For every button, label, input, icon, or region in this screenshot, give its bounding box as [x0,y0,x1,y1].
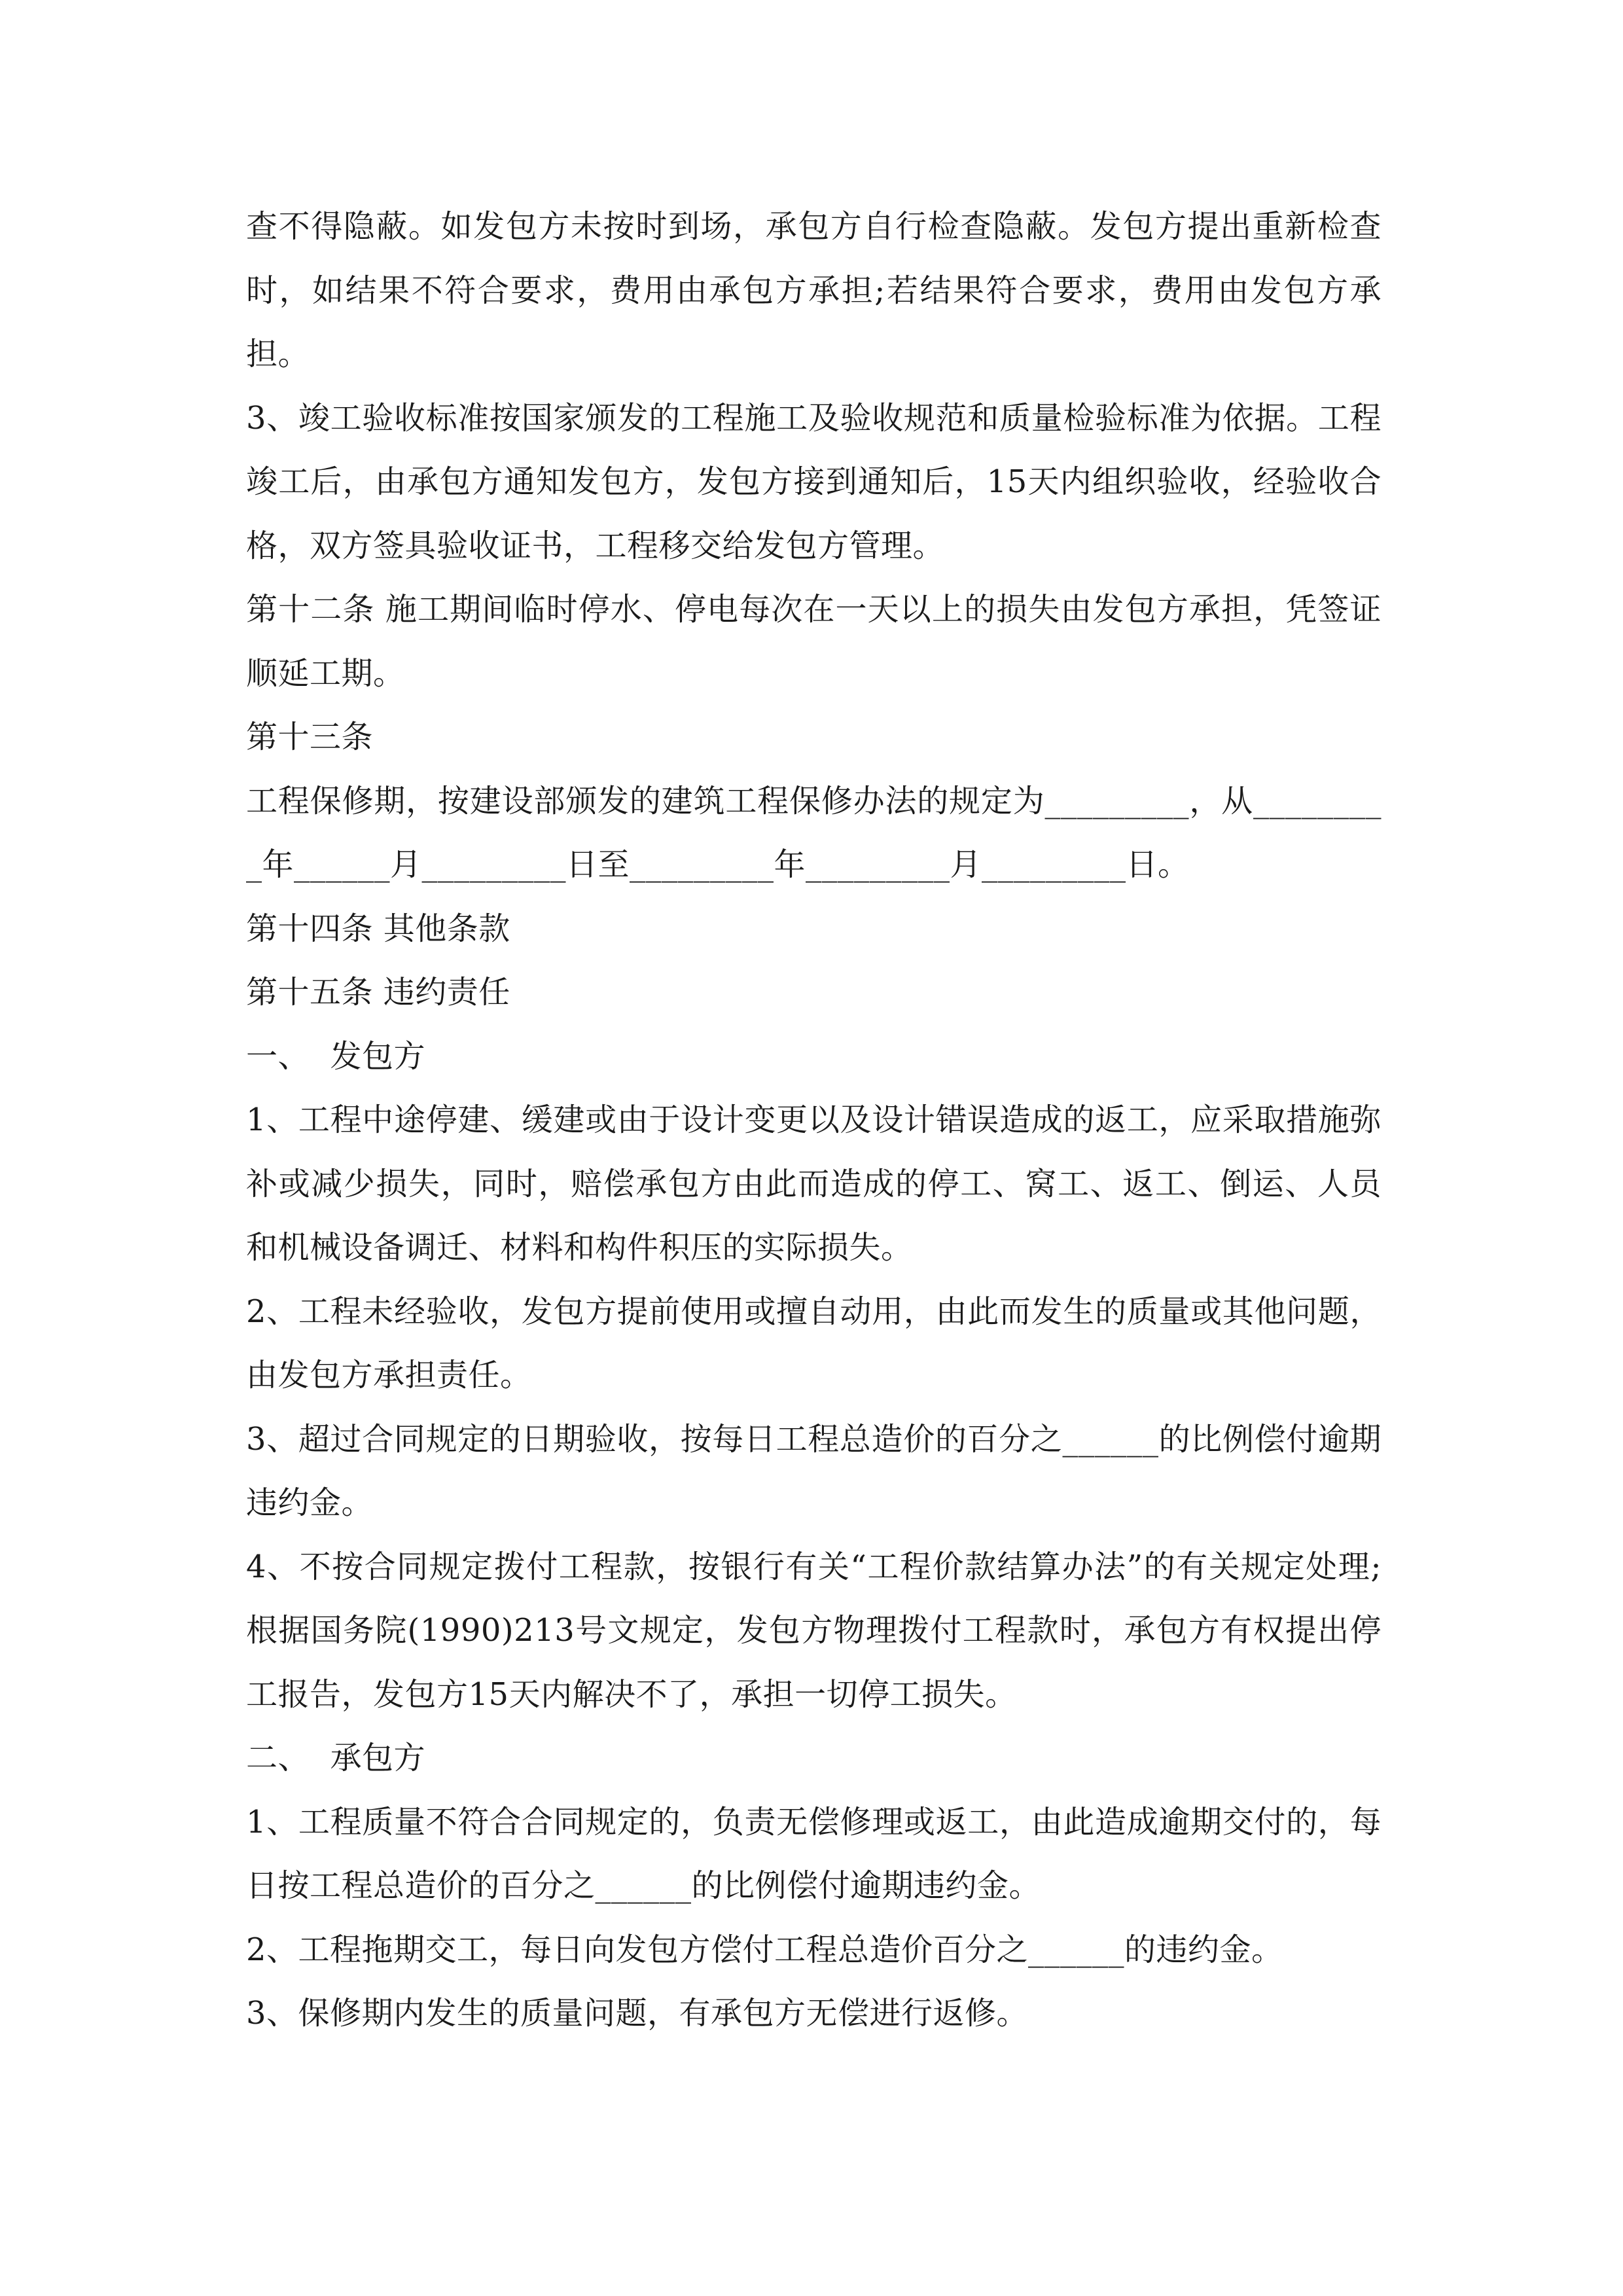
employer-clause-2: 2、工程未经验收，发包方提前使用或擅自动用，由此而发生的质量或其他问题，由发包方承担责任。 [246,1293,1382,1393]
contractor-clause-3: 3、保修期内发生的质量问题，有承包方无偿进行返修。 [246,1995,1029,2032]
employer-clause-3: 3、超过合同规定的日期验收，按每日工程总造价的百分之______的比例偿付逾期违约金。 [246,1420,1382,1521]
document-body [246,195,1382,2046]
article-15-heading: 第十五条 违约责任 [246,974,510,1011]
article-12: 第十二条 施工期间临时停水、停电每次在一天以上的损失由发包方承担，凭签证顺延工期。 [246,591,1382,692]
contractor-clause-1: 1、工程质量不符合合同规定的，负责无偿修理或返工，由此造成逾期交付的，每日按工程总造价的百分之______的比例偿付逾期违约金。 [246,1803,1382,1904]
paragraph-completion-acceptance: 3、竣工验收标准按国家颁发的工程施工及验收规范和质量检验标准为依据。工程竣工后，由承包方通知发包方，发包方接到通知后，15天内组织验收，经验收合格，双方签具验收证书，工程移交给发包方管理。 [246,399,1382,564]
article-14-heading: 第十四条 其他条款 [246,910,510,947]
section-employer-heading: 一、 发包方 [246,1037,426,1075]
warranty-period-paragraph: 工程保修期，按建设部颁发的建筑工程保修办法的规定为_________，从_________年______月_________日至_________年_________月_________日。 [246,782,1382,883]
article-13-heading: 第十三条 [246,719,374,755]
employer-clause-1: 1、工程中途停建、缓建或由于设计变更以及设计错误造成的返工，应采取措施弥补或减少损失，同时，赔偿承包方由此而造成的停工、窝工、返工、倒运、人员和机械设备调迁、材料和构件积压的实际损失。 [246,1102,1382,1266]
section-contractor-heading: 二、 承包方 [246,1740,426,1776]
employer-clause-4: 4、不按合同规定拨付工程款，按银行有关“工程价款结算办法”的有关规定处理;根据国务院(1990)213号文规定，发包方物理拨付工程款时，承包方有权提出停工报告，发包方15天内解决不了，承担一切停工损失。 [246,1548,1382,1713]
contractor-clause-2: 2、工程拖期交工，每日向发包方偿付工程总造价百分之______的违约金。 [246,1931,1283,1968]
paragraph-concealment-inspection: 查不得隐蔽。如发包方未按时到场，承包方自行检查隐蔽。发包方提出重新检查时，如结果不符合要求，费用由承包方承担;若结果符合要求，费用由发包方承担。 [246,208,1382,372]
